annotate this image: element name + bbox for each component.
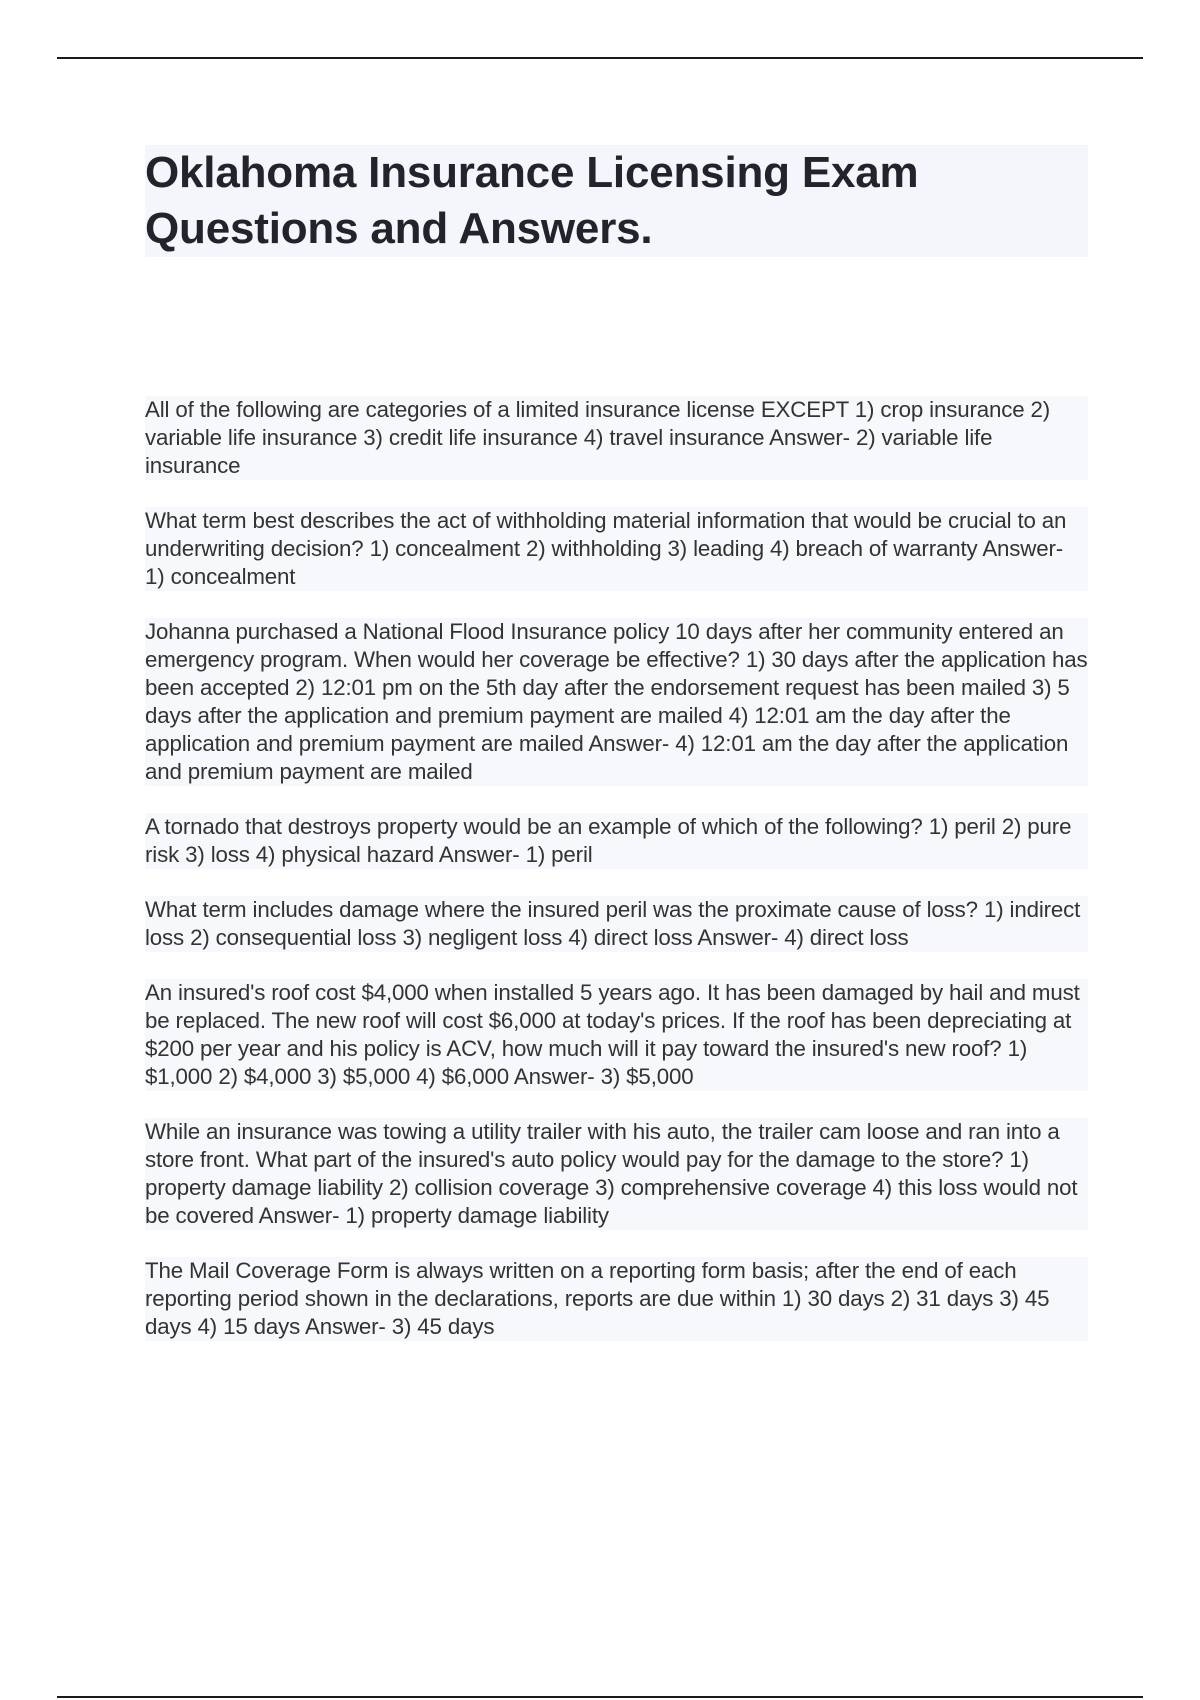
top-rule xyxy=(57,57,1143,59)
qa-item: An insured's roof cost $4,000 when installed 5 years ago. It has been damaged by hail and must be replaced. The new roof will cost $6,000 at today's prices. If the roof has been depreciating at $200 per year and his policy is ACV, how much will it pay toward the insured's new roof? 1) $1,000 2) $4,000 3) $5,000 4) $6,000 Answer- 3) $5,000 xyxy=(145,979,1088,1091)
qa-item: The Mail Coverage Form is always written on a reporting form basis; after the end of each reporting period shown in the declarations, reports are due within 1) 30 days 2) 31 days 3) 45 days 4) 15 days Answer- 3) 45 days xyxy=(145,1257,1088,1341)
qa-item: What term includes damage where the insured peril was the proximate cause of loss? 1) indirect loss 2) consequential loss 3) negligent loss 4) direct loss Answer- 4) direct loss xyxy=(145,896,1088,952)
qa-list xyxy=(145,396,1088,1368)
bottom-rule xyxy=(57,1696,1143,1698)
qa-item: While an insurance was towing a utility trailer with his auto, the trailer cam loose and ran into a store front. What part of the insured's auto policy would pay for the damage to the store? 1) property damage liability 2) collision coverage 3) comprehensive coverage 4) this loss would not be covered Answer- 1) property damage liability xyxy=(145,1118,1088,1230)
qa-item: Johanna purchased a National Flood Insurance policy 10 days after her community entered an emergency program. When would her coverage be effective? 1) 30 days after the application has been accepted 2) 12:01 pm on the 5th day after the endorsement request has been mailed 3) 5 days after the application and premium payment are mailed 4) 12:01 am the day after the application and premium payment are mailed Answer- 4) 12:01 am the day after the application and premium payment are mailed xyxy=(145,619,1088,784)
qa-item: A tornado that destroys property would be an example of which of the following? 1) peril 2) pure risk 3) loss 4) physical hazard Answer- 1) peril xyxy=(145,813,1088,869)
qa-item: All of the following are categories of a limited insurance license EXCEPT 1) crop insurance 2) variable life insurance 3) credit life insurance 4) travel insurance Answer- 2) variable life insurance xyxy=(145,396,1088,480)
title-block xyxy=(145,145,1088,257)
qa-item: What term best describes the act of withholding material information that would be crucial to an underwriting decision? 1) concealment 2) withholding 3) leading 4) breach of warranty Answer- 1) concealment xyxy=(145,507,1088,591)
page-title: Oklahoma Insurance Licensing Exam Questions and Answers. xyxy=(145,148,919,253)
